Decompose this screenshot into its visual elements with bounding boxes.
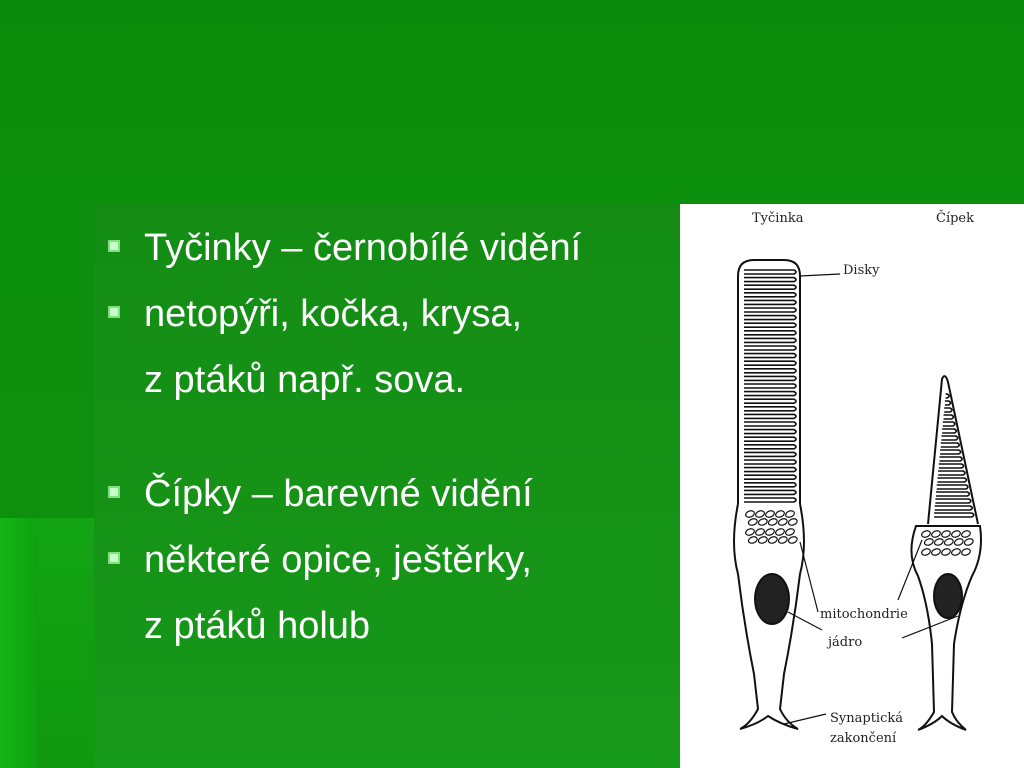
mitochondrion (944, 538, 955, 547)
rod-disk (744, 437, 796, 441)
mitochondrion (961, 548, 972, 557)
mitochondrion (921, 530, 932, 539)
decorative-band-step (36, 518, 100, 768)
mitochondrion (941, 530, 952, 539)
rod-disk (744, 407, 796, 411)
mitochondrion (745, 510, 756, 519)
blank-line (104, 420, 674, 468)
cone-disk (941, 443, 959, 447)
rod-disks (744, 270, 796, 502)
cone-disk (935, 506, 973, 510)
mitochondrion (768, 536, 779, 545)
mitochondrion (788, 536, 799, 545)
cone-disk (936, 492, 969, 496)
rod-disk (744, 483, 796, 487)
rod-nucleus (755, 574, 789, 624)
cone-disk (938, 471, 965, 475)
mitochondrion (748, 536, 759, 545)
rod-disk (744, 369, 796, 373)
rod-disk (744, 422, 796, 426)
continuation-line (104, 354, 674, 420)
mitochondrion (934, 538, 945, 547)
cone-disk (935, 499, 970, 503)
bullet-item (104, 534, 674, 600)
leader-synapse (784, 714, 826, 724)
rod-cone-diagram (680, 204, 1024, 768)
rod-disk (744, 346, 796, 350)
cone-disk (937, 478, 966, 482)
mitochondrion (768, 518, 779, 527)
cone-title: Čípek (936, 211, 974, 226)
rod-disk (744, 475, 796, 479)
rod-disk (744, 278, 796, 282)
bullet-item (104, 288, 674, 354)
cone-disk (944, 415, 954, 419)
bullet-text: Tyčinky – černobílé vidění (144, 227, 582, 269)
rod-disk (744, 300, 796, 304)
rod-disk (744, 445, 796, 449)
square-bullet-icon (108, 240, 120, 252)
mitochondrion (745, 528, 756, 537)
rod-disk (744, 323, 796, 327)
bullet-list (104, 222, 674, 666)
mitochondrion (758, 518, 769, 527)
label-synapse-2: zakončení (830, 731, 897, 746)
rod-disk (744, 338, 796, 342)
mitochondrion (778, 536, 789, 545)
square-bullet-icon (108, 306, 120, 318)
rod-disk (744, 460, 796, 464)
label-nucleus: jádro (828, 635, 863, 650)
label-synapse-1: Synaptická (830, 711, 903, 726)
mitochondrion (778, 518, 789, 527)
cone-disk (939, 457, 962, 461)
rod-title: Tyčinka (752, 211, 804, 226)
mitochondrion (921, 548, 932, 557)
cone-nucleus (934, 574, 962, 618)
cone-disk (939, 464, 964, 468)
rod-disk (744, 384, 796, 388)
mitochondrion (961, 530, 972, 539)
mitochondrion (924, 538, 935, 547)
cone-mitochondria (921, 530, 974, 557)
cone-disk (945, 401, 951, 405)
mitochondrion (785, 510, 796, 519)
cone-disk (944, 408, 952, 412)
mitochondrion (755, 510, 766, 519)
rod-disk (744, 452, 796, 456)
bullet-text: některé opice, ještěrky, (144, 539, 532, 581)
rod-disk (744, 498, 796, 502)
cone-disk (946, 394, 950, 398)
mitochondrion (785, 528, 796, 537)
rod-disk (744, 270, 796, 274)
mitochondrion (931, 530, 942, 539)
mitochondrion (755, 528, 766, 537)
cone-disk (937, 485, 968, 489)
rod-disk (744, 490, 796, 494)
rod-cone-svg (680, 204, 1024, 768)
cone-cell-drawing (911, 376, 981, 730)
bullet-item (104, 222, 674, 288)
rod-disk (744, 392, 796, 396)
rod-disk (744, 399, 796, 403)
bullet-text: Čípky – barevné vidění (144, 473, 533, 515)
mitochondrion (788, 518, 799, 527)
mitochondrion (765, 510, 776, 519)
cone-disk (942, 429, 956, 433)
rod-disk (744, 354, 796, 358)
rod-disk (744, 285, 796, 289)
square-bullet-icon (108, 552, 120, 564)
bullet-item (104, 468, 674, 534)
bullet-text: netopýři, kočka, krysa, (144, 293, 523, 335)
mitochondrion (951, 548, 962, 557)
cone-inner-segment (911, 526, 981, 730)
rod-disk (744, 308, 796, 312)
rod-disk (744, 468, 796, 472)
label-mitochondria: mitochondrie (820, 607, 908, 622)
rod-disk (744, 361, 796, 365)
cone-disk (940, 450, 961, 454)
cone-disk (934, 513, 974, 517)
mitochondrion (951, 530, 962, 539)
mitochondrion (964, 538, 975, 547)
continuation-line (104, 600, 674, 666)
mitochondrion (954, 538, 965, 547)
rod-disk (744, 376, 796, 380)
rod-disk (744, 331, 796, 335)
rod-disk (744, 293, 796, 297)
bullet-text: z ptáků holub (144, 605, 371, 647)
rod-disk (744, 414, 796, 418)
decorative-band-left (0, 518, 40, 768)
mitochondrion (765, 528, 776, 537)
mitochondrion (775, 510, 786, 519)
leader-disks (800, 274, 840, 276)
mitochondrion (775, 528, 786, 537)
square-bullet-icon (108, 486, 120, 498)
rod-mitochondria (745, 510, 798, 545)
rod-disk (744, 430, 796, 434)
mitochondrion (748, 518, 759, 527)
rod-cell-drawing (734, 260, 804, 729)
cone-disk (941, 436, 957, 440)
mitochondrion (931, 548, 942, 557)
leader-mito-cone (898, 540, 922, 600)
leader-mito-rod (800, 542, 818, 612)
label-disks: Disky (843, 263, 880, 278)
mitochondrion (758, 536, 769, 545)
rod-disk (744, 316, 796, 320)
cone-disk (943, 422, 955, 426)
bullet-text: z ptáků např. sova. (144, 359, 466, 401)
mitochondrion (941, 548, 952, 557)
